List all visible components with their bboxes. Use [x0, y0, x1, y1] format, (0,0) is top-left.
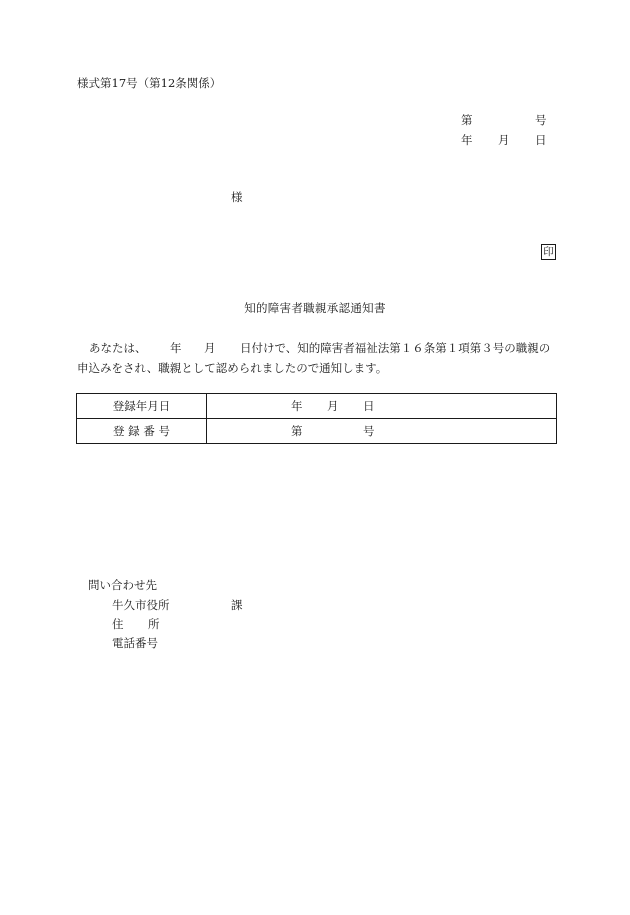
contact-heading: 問い合わせ先: [88, 578, 157, 592]
reg-date-year: 年: [291, 399, 303, 413]
body-rest: 日付けで、知的障害者福祉法第１６条第１項第３号の職親の: [240, 341, 551, 355]
reg-date-day: 日: [363, 399, 375, 413]
table-row: [77, 419, 557, 444]
contact-office: 牛久市役所: [112, 598, 170, 612]
registration-date-label: 登録年月日: [77, 394, 207, 419]
doc-date-year: 年: [461, 133, 473, 147]
seal-mark: 印: [541, 244, 556, 260]
body-line-1: [77, 338, 557, 358]
reg-date-month: 月: [327, 399, 339, 413]
addressee-honorific: 様: [231, 190, 243, 204]
contact-address-label-2: 所: [148, 617, 160, 631]
doc-date-month: 月: [498, 133, 510, 147]
body-year: 年: [170, 341, 182, 355]
contact-phone-label: 電話番号: [112, 636, 158, 650]
notice-body: [77, 338, 557, 378]
table-row: [77, 394, 557, 419]
contact-section: 課: [231, 598, 243, 612]
registration-number-value: [207, 419, 557, 444]
body-month: 月: [204, 341, 216, 355]
contact-address-label-1: 住: [112, 617, 124, 631]
form-number: 様式第17号（第12条関係）: [77, 76, 222, 90]
doc-date-day: 日: [535, 133, 547, 147]
registration-date-value: [207, 394, 557, 419]
reg-number-suffix: 号: [363, 424, 375, 438]
reg-number-prefix: 第: [291, 424, 303, 438]
registration-number-label: 登 録 番 号: [77, 419, 207, 444]
doc-number-suffix: 号: [535, 113, 547, 127]
registration-table: [76, 393, 557, 444]
body-line-2: 申込みをされ、職親として認められましたので通知します。: [77, 361, 388, 375]
body-lead: あなたは、: [89, 341, 147, 355]
doc-number-prefix: 第: [461, 113, 473, 127]
document-title: 知的障害者職親承認通知書: [244, 301, 386, 315]
